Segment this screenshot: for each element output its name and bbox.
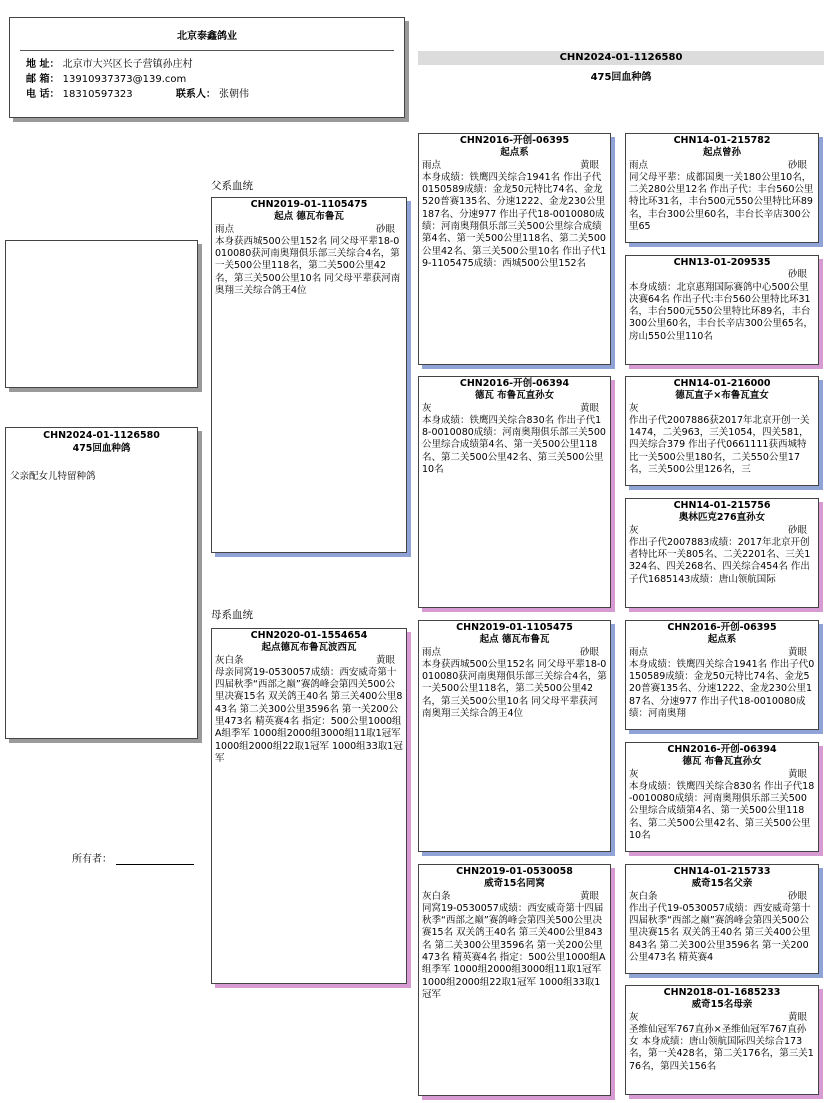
sire-sire-name: 起点系 (500, 147, 529, 159)
dds-desc: 作出子代19-0530057成绩：西安威奇第十四届秋季“西部之巅”赛鸽峰会第四关500公里决赛15名 双关鸽王40名 第三关400公里843名 第二关300公里3596名 第一关200公里473名 精英赛4 (629, 902, 811, 964)
ssd-eye: 砂眼 (787, 269, 807, 281)
photo-frame (5, 240, 198, 388)
sds-ring: CHN14-01-216000 (673, 378, 771, 389)
address-row (26, 57, 388, 72)
address-value: 北京市大兴区长子营镇孙庄村 (62, 59, 193, 70)
sds-card (625, 376, 819, 486)
dsd-card (625, 742, 819, 852)
email-label: 邮 箱： (26, 74, 60, 85)
sdd-desc: 作出子代2007883成绩：2017年北京开创者特比环一关805名、二关2201名、三关1324名、四关268名、四关综合454名 作出子代1685143成绩：唐山领航国际 (629, 536, 811, 585)
dds-name: 威奇15名父亲 (691, 878, 753, 890)
sss-ring: CHN14-01-215782 (673, 135, 771, 146)
ddd-card (625, 985, 819, 1095)
sdd-card (625, 498, 819, 608)
company-divider (20, 50, 394, 51)
dam-sire-name: 起点 德瓦布鲁瓦 (479, 634, 550, 646)
sire-name: 起点 德瓦布鲁瓦 (274, 211, 344, 223)
sds-color: 灰 (629, 402, 639, 414)
sdd-name: 奥林匹克276直孙女 (678, 512, 766, 524)
sds-desc: 作出子代2007886获2017年北京开创一关1474，二关963，三关1054，四关581，四关综合379 作出子代0661111获西城特比一关500公里180名，二关550公里17名，三关500公里126名，三 (629, 414, 810, 476)
sire-eye: 砂眼 (375, 223, 395, 235)
sss-card (625, 133, 819, 243)
dam-eye: 黄眼 (375, 654, 395, 666)
dam-dam-desc: 同窝19-0530057成绩：西安威奇第十四届秋季“西部之巅”赛鸽峰会第四关500公里决赛15名 双关鸽王40名 第三关400公里843名 第二关300公里3596名 第一关200公里473名 精英赛4名 指定：500公里1000组A组季军 1000组2000组3000组11取1冠军 1000组2000组22取1冠军 1000组33取1冠军 (422, 902, 606, 1000)
sire-sire-ring: CHN2016-开创-06395 (459, 135, 570, 146)
dsd-color: 灰 (629, 768, 639, 780)
dam-sire-color: 雨点 (422, 646, 442, 658)
owner-label: 所有者： (72, 854, 112, 865)
company-info-box (9, 17, 405, 118)
dam-dam-eye: 黄眼 (579, 890, 599, 902)
sire-ring: CHN2019-01-1105475 (250, 199, 368, 210)
top-banner (418, 51, 824, 83)
subject-pigeon-card (5, 427, 198, 739)
dam-desc: 母亲同窝19-0530057成绩：西安威奇第十四届秋季“西部之巅”赛鸽峰会第四关500公里决赛15名 双关鸽王40名 第三关400公里843名 第二关300公里3596名 第一关200公里473名 精英赛4名 指定：500公里1000组A组季军 1000组2000组3000组11取1冠军 1000组2000组22取1冠军 1000组33取1冠军 (215, 666, 403, 764)
dam-dam-ring: CHN2019-01-0530058 (456, 866, 573, 877)
owner-row (72, 850, 194, 865)
subject-ring: CHN2024-01-1126580 (43, 430, 160, 441)
sdd-eye: 砂眼 (787, 524, 807, 536)
top-banner-ring: CHN2024-01-1126580 (418, 51, 824, 65)
email-row (26, 72, 388, 87)
dam-dam-color: 灰白条 (422, 890, 451, 902)
sire-dam-ring: CHN2016-开创-06394 (459, 378, 570, 389)
address-label: 地 址： (26, 59, 60, 70)
phone-row (26, 87, 388, 102)
sire-dam-color: 灰 (422, 402, 432, 414)
dam-dam-name: 威奇15名同窝 (484, 878, 545, 890)
sire-card (211, 197, 407, 553)
dds-ring: CHN14-01-215733 (673, 866, 771, 877)
dds-eye: 砂眼 (787, 890, 807, 902)
dss-card (625, 620, 819, 730)
sds-name: 德瓦直子×布鲁瓦直女 (675, 390, 769, 402)
ddd-name: 威奇15名母亲 (691, 999, 753, 1011)
dsd-ring: CHN2016-开创-06394 (667, 744, 777, 755)
dss-ring: CHN2016-开创-06395 (667, 622, 777, 633)
sire-line-label: 父系血统 (211, 180, 253, 192)
dam-sire-eye: 砂眼 (579, 646, 599, 658)
dam-line-label: 母系血统 (211, 609, 253, 621)
sdd-ring: CHN14-01-215756 (673, 500, 771, 511)
dsd-name: 德瓦 布鲁瓦直孙女 (682, 756, 762, 768)
sire-dam-desc: 本身成绩：铁鹰四关综合830名 作出子代18-0010080成绩：河南奥翔俱乐部三关500公里综合成绩第4名、第一关500公里118名、第二关500公里42名、第三关500公里10名 (422, 414, 606, 476)
sss-name: 起点曾孙 (702, 147, 741, 159)
dds-color: 灰白条 (629, 890, 658, 902)
dss-color: 雨点 (629, 646, 649, 658)
sire-dam-card (418, 376, 611, 608)
dam-name: 起点德瓦布鲁瓦波西瓦 (261, 642, 357, 654)
sire-dam-eye: 黄眼 (579, 402, 599, 414)
ddd-ring: CHN2018-01-1685233 (663, 987, 781, 998)
contact-value: 张朝伟 (219, 89, 250, 100)
ssd-desc: 本身成绩：北京惠翔国际赛鸽中心500公里决赛64名 作出子代:丰台560公里特比环31名，丰台500元550公里特比环89名，丰台300公里60名，丰台长辛店300公里65名，房山550公里110名 (629, 281, 813, 342)
sdd-color: 灰 (629, 524, 639, 536)
dss-desc: 本身成绩：铁鹰四关综合1941名 作出子代0150589成绩：金龙50元特比74名、金龙520普赛135名、分速1222、金龙230公里187名、分速977 作出子代18-0010080成绩：河南奥翔 (629, 658, 815, 720)
sire-sire-desc: 本身成绩：铁鹰四关综合1941名 作出子代0150589成绩：金龙50元特比74名、金龙520普赛135名、分速1222、金龙230公里187名、分速977 作出子代18-0010080成绩：河南奥翔俱乐部三关500公里综合成绩第4名、第一关500公里118名、第二关500公里42名、第三关500公里10名 作出子代19-1105475成绩：西城500公里152名 (422, 171, 607, 269)
subject-desc: 父亲配女儿特留种鸽 (10, 471, 96, 482)
ddd-eye: 黄眼 (787, 1011, 807, 1023)
dam-card (211, 628, 407, 984)
dds-card (625, 864, 819, 974)
subject-name: 475回血种鸽 (72, 442, 131, 454)
sire-desc: 本身获西城500公里152名 同父母平辈18-0010080获河南奥翔俱乐部三关综合4名，第一关500公里118名，第二关500公里42名，第三关500公里10名 同父母平辈获河南奥翔三关综合鸽王4位 (215, 235, 401, 297)
top-banner-name: 475回血种鸽 (590, 72, 652, 83)
email-value: 13910937373@139.com (62, 74, 187, 85)
phone-value: 18310597323 (62, 89, 133, 100)
dam-sire-desc: 本身获西城500公里152名 同父母平辈18-0010080获河南奥翔俱乐部三关综合4名，第一关500公里118名，第二关500公里42名，第三关500公里10名 同父母平辈获河南奥翔三关综合鸽王4位 (422, 658, 607, 720)
sire-sire-card (418, 133, 611, 365)
ssd-ring: CHN13-01-209535 (673, 257, 771, 268)
dsd-eye: 黄眼 (787, 768, 807, 780)
sss-color: 雨点 (629, 159, 649, 171)
sire-sire-color: 雨点 (422, 159, 442, 171)
contact-label: 联系人： (175, 89, 216, 100)
dam-dam-card (418, 864, 611, 1096)
dam-sire-ring: CHN2019-01-1105475 (456, 622, 573, 633)
dss-name: 起点系 (707, 634, 737, 646)
dam-color: 灰白条 (215, 654, 244, 666)
sire-color: 雨点 (215, 223, 235, 235)
dam-sire-card (418, 620, 611, 852)
owner-line (116, 864, 194, 865)
phone-label: 电 话： (26, 89, 60, 100)
ddd-color: 灰 (629, 1011, 639, 1023)
company-name: 北京泰鑫鸽业 (177, 31, 237, 42)
sire-dam-name: 德瓦 布鲁瓦直孙女 (474, 390, 555, 402)
sss-eye: 砂眼 (787, 159, 807, 171)
sss-desc: 同父母平辈：成都国奥一关180公里10名，二关280公里12名 作出子代：丰台560公里特比环31名，丰台500元550公里特比环89名，丰台300公里60名，丰台长辛店300公里65 (629, 171, 814, 233)
ssd-card (625, 255, 819, 365)
dss-eye: 黄眼 (787, 646, 807, 658)
dam-ring: CHN2020-01-1554654 (250, 630, 368, 641)
sire-sire-eye: 黄眼 (579, 159, 599, 171)
ddd-desc: 圣维仙冠军767直孙×圣维仙冠军767直孙女 本身成绩：唐山领航国际四关综合173名，第一关428名，第二关176名，第三关176名，第四关156名 (629, 1023, 814, 1072)
dsd-desc: 本身成绩：铁鹰四关综合830名 作出子代18-0010080成绩：河南奥翔俱乐部三关500公里综合成绩第4名、第一关500公里118名、第二关500公里42名、第三关500公里10名 (629, 780, 815, 842)
